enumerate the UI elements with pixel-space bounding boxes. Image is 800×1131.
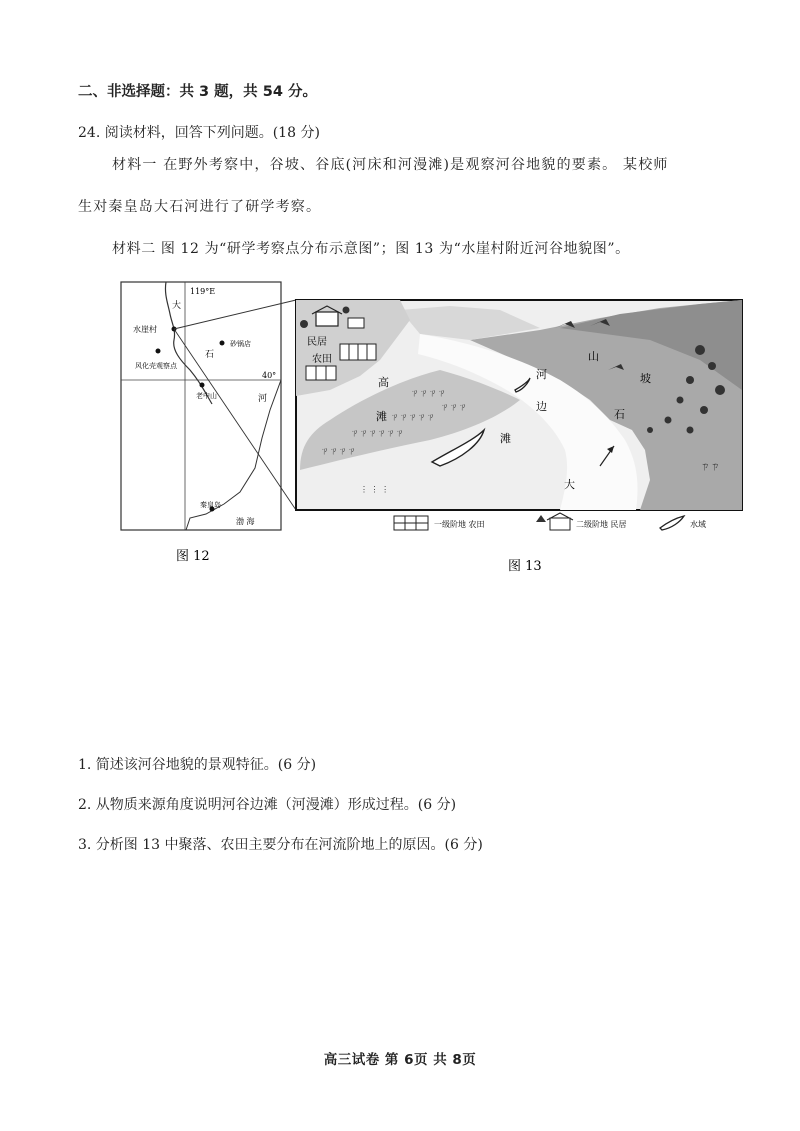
svg-text:ㄗㄗㄗㄗㄗㄗ: ㄗㄗㄗㄗㄗㄗ: [350, 429, 405, 439]
legend-farmland: 一级阶地 农田: [434, 520, 485, 529]
laozhong-label: 老中山: [196, 392, 217, 400]
shi-label: 石: [614, 408, 625, 421]
svg-text:ㄗㄗㄗㄗ: ㄗㄗㄗㄗ: [410, 389, 447, 399]
legend-residence: 二级阶地 民居: [576, 520, 627, 529]
svg-text:ㄗㄗㄗ: ㄗㄗㄗ: [440, 403, 468, 413]
section-title: 二、非选择题：共 3 题，共 54 分。: [78, 84, 317, 100]
fenghua-label: 风化壳观察点: [135, 362, 177, 370]
river-da-label: 大: [172, 301, 182, 311]
river-he-label: 河: [258, 394, 268, 404]
sub-question-3: 3. 分析图 13 中聚落、农田主要分布在河流阶地上的原因。(6 分): [78, 837, 483, 853]
river-shi-label: 石: [205, 350, 215, 360]
tan-label-2: 滩: [500, 432, 511, 445]
nongtian-label: 农田: [312, 354, 332, 365]
he-label: 河: [536, 368, 547, 381]
material-one-line2: 生对秦皇岛大石河进行了研学考察。: [78, 199, 322, 215]
svg-text:ㄗㄗㄗㄗ: ㄗㄗㄗㄗ: [320, 447, 357, 457]
shaguo-point: [220, 341, 225, 346]
legend-water: 水域: [690, 520, 706, 529]
svg-text:ㄗㄗ: ㄗㄗ: [700, 462, 720, 473]
laozhong-point: [200, 383, 205, 388]
da-label: 大: [564, 478, 575, 491]
sub-question-2: 2. 从物质来源角度说明河谷边滩（河漫滩）形成过程。(6 分): [78, 797, 457, 813]
svg-text:⋮ ⋮ ⋮: ⋮ ⋮ ⋮: [360, 485, 390, 494]
tan-label-1: 滩: [376, 410, 387, 423]
sub-question-1: 1. 简述该河谷地貌的景观特征。(6 分): [78, 757, 317, 773]
po-label: 坡: [640, 372, 651, 385]
fenghua-point: [156, 349, 161, 354]
bohai-label: 渤 海: [236, 517, 255, 526]
village-label: 水崖村: [133, 325, 157, 334]
figure-12-map: [121, 282, 296, 564]
material-two: 材料二 图 12 为“研学考察点分布示意图”；图 13 为“水崖村附近河谷地貌图”。: [112, 241, 630, 257]
figures-area: [0, 270, 800, 590]
page-footer: 高三试卷 第 6页 共 8页: [323, 1052, 477, 1068]
longitude-label: 119°E: [190, 287, 216, 296]
figure-13-caption: 图 13: [508, 559, 542, 574]
question-stem: 24. 阅读材料，回答下列问题。(18 分): [78, 125, 320, 141]
figure-13-legend: [394, 513, 706, 530]
minju-label: 民居: [307, 337, 327, 348]
shaguo-label: 砂锅店: [230, 340, 251, 348]
svg-text:ㄗㄗㄗㄗㄗ: ㄗㄗㄗㄗㄗ: [390, 413, 436, 423]
material-one-line1: 材料一 在野外考察中，谷坡、谷底(河床和河漫滩)是观察河谷地貌的要素。 某校师: [112, 157, 669, 173]
figure-12-caption: 图 12: [176, 549, 210, 564]
shan-label: 山: [588, 350, 599, 363]
figure-13-landscape: [296, 300, 742, 574]
qinhuangdao-label: 秦皇岛: [200, 501, 221, 509]
latitude-label: 40°: [262, 371, 277, 380]
bian-label: 边: [536, 400, 547, 413]
gao-label: 高: [378, 376, 389, 389]
